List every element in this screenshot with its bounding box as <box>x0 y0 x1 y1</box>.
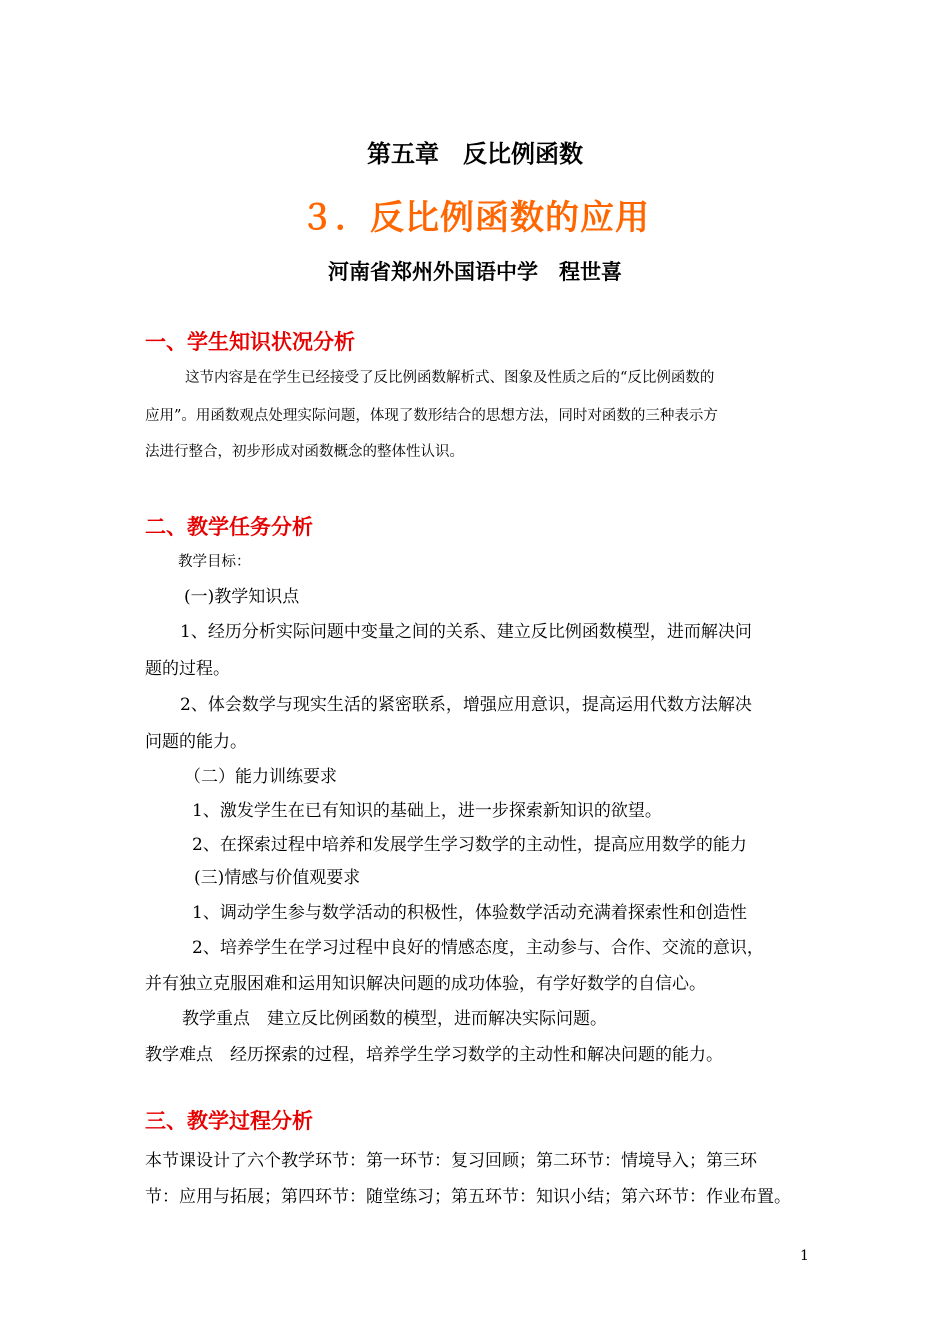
section-heading-1: 一、学生知识状况分析 <box>145 330 355 354</box>
author-line: 河南省郑州外国语中学 程世喜 <box>328 260 622 284</box>
paragraph-line: 题的过程。 <box>145 659 230 679</box>
page-number: 1 <box>800 1248 809 1264</box>
section-heading-3: 三、教学过程分析 <box>145 1109 313 1133</box>
paragraph-line: (三)情感与价值观要求 <box>194 868 361 888</box>
paragraph-line: （二）能力训练要求 <box>184 767 337 787</box>
paragraph-line: 并有独立克服困难和运用知识解决问题的成功体验，有学好数学的自信心。 <box>145 974 706 994</box>
paragraph-line: (一)教学知识点 <box>184 587 300 607</box>
lesson-title: ３．反比例函数的应用 <box>300 198 650 238</box>
paragraph-line: 节：应用与拓展；第四环节：随堂练习；第五环节：知识小结；第六环节：作业布置。 <box>145 1187 791 1207</box>
paragraph-line: 问题的能力。 <box>145 732 247 752</box>
paragraph-line: 本节课设计了六个教学环节：第一环节：复习回顾；第二环节：情境导入；第三环 <box>145 1151 757 1171</box>
section-heading-2: 二、教学任务分析 <box>145 515 313 539</box>
paragraph-line: 2、培养学生在学习过程中良好的情感态度，主动参与、合作、交流的意识， <box>192 938 764 958</box>
paragraph-line: 1、激发学生在已有知识的基础上，进一步探索新知识的欲望。 <box>192 801 662 821</box>
paragraph-line: 1、经历分析实际问题中变量之间的关系、建立反比例函数模型，进而解决问 <box>180 622 752 642</box>
difficulty-line: 教学难点 经历探索的过程，培养学生学习数学的主动性和解决问题的能力。 <box>145 1045 723 1065</box>
paragraph-line: 这节内容是在学生已经接受了反比例函数解析式、图象及性质之后的“反比例函数的 <box>185 370 715 386</box>
paragraph-line: 1、调动学生参与数学活动的积极性，体验数学活动充满着探索性和创造性 <box>192 903 747 923</box>
chapter-heading: 第五章 反比例函数 <box>367 140 583 168</box>
key-point-line: 教学重点 建立反比例函数的模型，进而解决实际问题。 <box>182 1009 607 1029</box>
paragraph-line: 2、体会数学与现实生活的紧密联系，增强应用意识，提高运用代数方法解决 <box>180 695 752 715</box>
paragraph-line: 法进行整合，初步形成对函数概念的整体性认识。 <box>145 444 464 460</box>
goal-label: 教学目标： <box>178 554 251 570</box>
paragraph-line: 应用”。用函数观点处理实际问题，体现了数形结合的思想方法，同时对函数的三种表示方 <box>145 408 718 424</box>
paragraph-line: 2、在探索过程中培养和发展学生学习数学的主动性，提高应用数学的能力 <box>192 835 747 855</box>
